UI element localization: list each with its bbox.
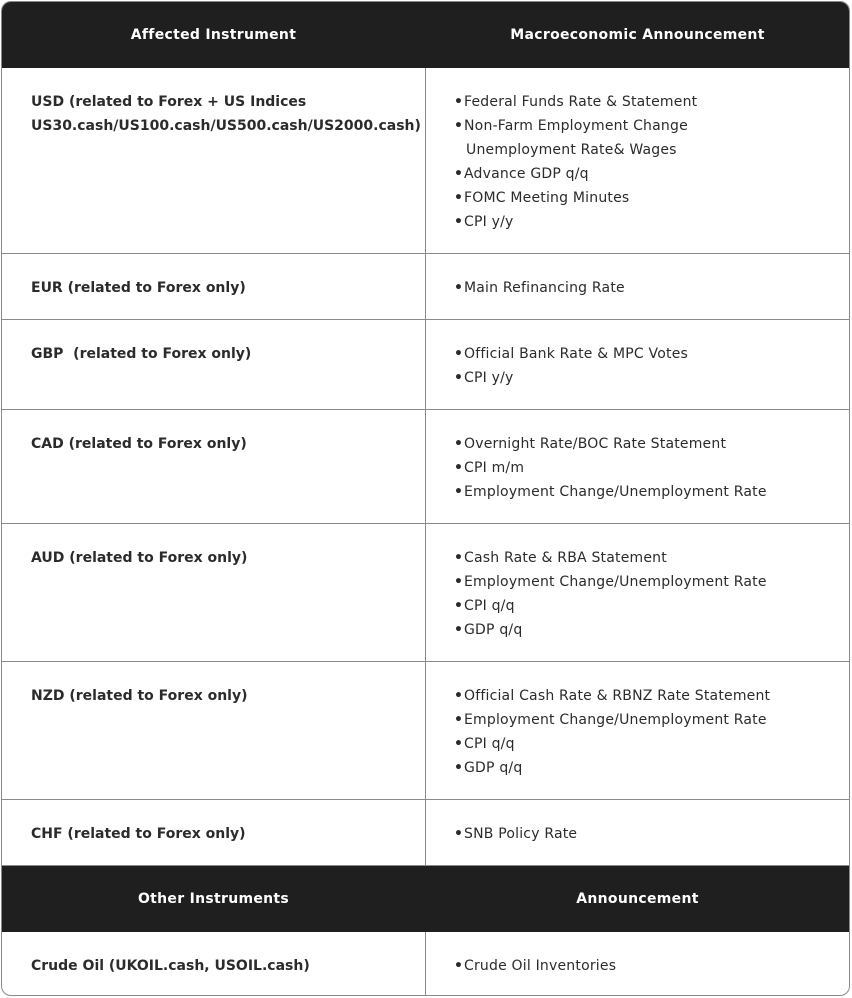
list-item: •Main Refinancing Rate: [454, 276, 849, 300]
announcement-cell: [426, 254, 849, 319]
instrument-cell: [2, 320, 426, 409]
list-item: •CPI y/y: [454, 210, 849, 234]
list-item: •CPI m/m: [454, 456, 849, 480]
table-header-other: [2, 866, 849, 932]
list-item: •CPI q/q: [454, 732, 849, 756]
table-row-nzd: [2, 662, 849, 800]
announcement-list: [454, 954, 849, 978]
announcement-cell: [426, 662, 849, 799]
bullet-icon: •: [454, 214, 464, 230]
table-row-usd: [2, 68, 849, 254]
list-item: •CPI y/y: [454, 366, 849, 390]
announcement-cell: [426, 320, 849, 409]
header-macro-announcement: Macroeconomic Announcement: [510, 27, 765, 43]
bullet-icon: •: [454, 166, 464, 182]
list-item: •GDP q/q: [454, 756, 849, 780]
announcement-list: [454, 546, 849, 642]
instrument-cell: [2, 410, 426, 523]
instrument-cell: [2, 68, 426, 253]
bullet-icon: •: [454, 712, 464, 728]
instrument-label: USD (related to Forex + US Indices US30.cash/US100.cash/US500.cash/US2000.cash): [31, 94, 421, 134]
list-item: •GDP q/q: [454, 618, 849, 642]
instrument-label: EUR (related to Forex only): [31, 280, 246, 296]
announcement-cell: [426, 68, 849, 253]
instrument-label: Crude Oil (UKOIL.cash, USOIL.cash): [31, 958, 310, 974]
table-header: [2, 2, 849, 68]
announcement-list: [454, 342, 849, 390]
bullet-icon: •: [454, 484, 464, 500]
instrument-label: NZD (related to Forex only): [31, 688, 248, 704]
bullet-icon: •: [454, 436, 464, 452]
announcement-cell: [426, 410, 849, 523]
table-row-eur: [2, 254, 849, 320]
list-item: •Federal Funds Rate & Statement: [454, 90, 849, 114]
announcement-list: [454, 276, 849, 300]
list-item: •Employment Change/Unemployment Rate: [454, 480, 849, 504]
table-row-aud: [2, 524, 849, 662]
announcement-cell: [426, 524, 849, 661]
list-item-continuation: Unemployment Rate& Wages: [466, 142, 677, 158]
header-other-instruments: Other Instruments: [2, 866, 426, 932]
announcement-cell: [426, 800, 849, 865]
list-item: •Advance GDP q/q: [454, 162, 849, 186]
bullet-icon: •: [454, 118, 464, 134]
table-row-gbp: [2, 320, 849, 410]
bullet-icon: •: [454, 460, 464, 476]
bullet-icon: •: [454, 760, 464, 776]
bullet-icon: •: [454, 94, 464, 110]
bullet-icon: •: [454, 550, 464, 566]
list-item: •Crude Oil Inventories: [454, 954, 849, 978]
bullet-icon: •: [454, 190, 464, 206]
bullet-icon: •: [454, 574, 464, 590]
instrument-label: CAD (related to Forex only): [31, 436, 247, 452]
table-row-crude-oil: [2, 932, 849, 996]
list-item: •Overnight Rate/BOC Rate Statement: [454, 432, 849, 456]
announcement-list: [454, 432, 849, 504]
announcement-list: [454, 822, 849, 846]
list-item: •SNB Policy Rate: [454, 822, 849, 846]
list-item: •FOMC Meeting Minutes: [454, 186, 849, 210]
list-item: •Official Bank Rate & MPC Votes: [454, 342, 849, 366]
bullet-icon: •: [454, 346, 464, 362]
instrument-cell: [2, 662, 426, 799]
list-item: •Non-Farm Employment Change Unemployment Rate& Wages: [454, 114, 849, 162]
bullet-icon: •: [454, 736, 464, 752]
bullet-icon: •: [454, 622, 464, 638]
list-item: •Employment Change/Unemployment Rate: [454, 708, 849, 732]
list-item: •Cash Rate & RBA Statement: [454, 546, 849, 570]
announcement-cell: [426, 932, 849, 996]
instrument-label: AUD (related to Forex only): [31, 550, 248, 566]
bullet-icon: •: [454, 688, 464, 704]
announcements-table: [1, 1, 850, 996]
instrument-cell: [2, 800, 426, 865]
bullet-icon: •: [454, 280, 464, 296]
instrument-cell: [2, 254, 426, 319]
instrument-cell: [2, 932, 426, 996]
announcement-list: [454, 684, 849, 780]
table-row-cad: [2, 410, 849, 524]
bullet-icon: •: [454, 958, 464, 974]
table-row-chf: [2, 800, 849, 866]
header-affected-instrument: Affected Instrument: [2, 2, 426, 68]
bullet-icon: •: [454, 370, 464, 386]
header-announcement: Announcement: [576, 891, 699, 907]
list-item: •Employment Change/Unemployment Rate: [454, 570, 849, 594]
instrument-label: CHF (related to Forex only): [31, 826, 246, 842]
list-item: •Official Cash Rate & RBNZ Rate Statement: [454, 684, 849, 708]
list-item: •CPI q/q: [454, 594, 849, 618]
bullet-icon: •: [454, 826, 464, 842]
instrument-cell: [2, 524, 426, 661]
announcement-list: [454, 90, 849, 234]
instrument-label: GBP (related to Forex only): [31, 346, 252, 362]
bullet-icon: •: [454, 598, 464, 614]
